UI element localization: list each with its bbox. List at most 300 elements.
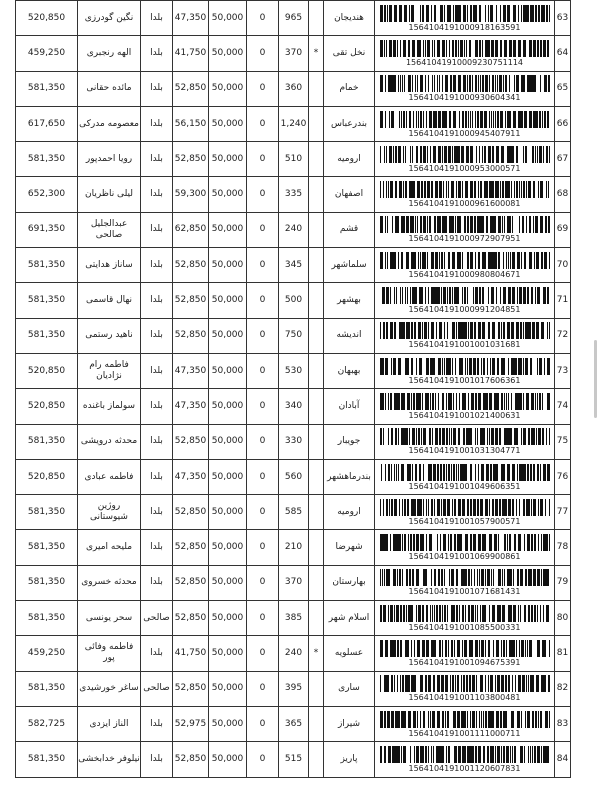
cell-total xyxy=(16,353,78,388)
barcode-bar xyxy=(488,146,491,163)
barcode-bar xyxy=(408,605,409,622)
barcode-bar xyxy=(531,605,533,622)
barcode-bar xyxy=(441,675,442,692)
barcode-bar xyxy=(537,746,539,763)
barcode-bar xyxy=(529,75,530,92)
barcode-bar xyxy=(438,464,439,481)
orders-sheet xyxy=(15,0,570,778)
barcode-bar xyxy=(505,181,508,198)
cell-row-number-text: 74 xyxy=(556,400,569,411)
cell-region-text: بلدا xyxy=(150,400,163,411)
cell-row-number-text: 71 xyxy=(556,295,569,306)
barcode-bar xyxy=(411,322,413,339)
cell-total-text: 581,350 xyxy=(27,436,66,447)
barcode-bar xyxy=(512,499,514,516)
barcode-bar xyxy=(380,746,382,763)
barcode-bar xyxy=(488,40,490,57)
barcode-bar xyxy=(492,675,493,692)
barcode-bar xyxy=(520,569,523,586)
barcode-bar xyxy=(407,464,409,481)
barcode-bar xyxy=(540,216,542,233)
barcode-bar xyxy=(507,464,510,481)
cell-zero-text: 0 xyxy=(259,189,266,200)
cell-amount xyxy=(173,389,209,424)
barcode-bar xyxy=(473,499,476,516)
cell-zero-text: 0 xyxy=(259,224,266,235)
barcode-bar xyxy=(388,675,389,692)
barcode-bar xyxy=(525,711,526,728)
cell-name-text: فاطمه رام نژادیان xyxy=(89,360,129,382)
barcode-bar xyxy=(447,711,449,728)
barcode-bar xyxy=(511,393,512,410)
table-body xyxy=(16,1,571,778)
table-row xyxy=(16,1,571,36)
cell-zero-text: 0 xyxy=(259,471,266,482)
barcode-bar xyxy=(437,181,438,198)
cell-total-text: 581,350 xyxy=(27,683,66,694)
barcode-number: 1564104191000980804671 xyxy=(408,269,521,279)
barcode-bar xyxy=(417,75,418,92)
barcode-bar xyxy=(435,393,436,410)
barcode-bar xyxy=(408,534,409,551)
cell-amount xyxy=(173,353,209,388)
cell-total xyxy=(16,248,78,283)
barcode-bar xyxy=(385,216,386,233)
cell-amount xyxy=(173,212,209,247)
barcode-bar xyxy=(393,40,394,57)
cell-barcode xyxy=(375,424,555,459)
barcode-bar xyxy=(547,464,549,481)
barcode-bar xyxy=(489,605,490,622)
barcode-bar xyxy=(422,393,423,410)
cell-row-number xyxy=(555,389,571,424)
barcode-number: 1564104191000972907951 xyxy=(408,234,521,244)
barcode-bar xyxy=(475,746,477,763)
cell-region xyxy=(141,671,173,706)
cell-name-text: ساناز هدایتی xyxy=(85,259,133,270)
barcode-bar xyxy=(396,534,399,551)
barcode-bar xyxy=(504,40,507,57)
barcode-bar xyxy=(518,534,521,551)
barcode-bars xyxy=(380,5,550,22)
barcode-bar xyxy=(485,5,486,22)
cell-name xyxy=(78,177,141,212)
cell-city xyxy=(324,106,375,141)
barcode-bar xyxy=(456,5,459,22)
barcode-bar xyxy=(468,605,470,622)
barcode-bar xyxy=(430,146,431,163)
barcode-bar xyxy=(416,428,417,445)
barcode-bar xyxy=(491,464,492,481)
barcode-bar xyxy=(436,605,438,622)
cell-total-text: 581,350 xyxy=(27,612,66,623)
barcode-bar xyxy=(426,358,429,375)
barcode-bar xyxy=(463,111,464,128)
barcode-bar xyxy=(458,464,459,481)
barcode-bar xyxy=(450,534,452,551)
barcode-bar xyxy=(397,393,400,410)
cell-row-number-text: 80 xyxy=(556,612,569,623)
barcode-bar xyxy=(433,111,435,128)
cell-qty xyxy=(279,530,309,565)
barcode-bar xyxy=(385,464,386,481)
barcode-bar xyxy=(406,605,407,622)
cell-row-number xyxy=(555,742,571,777)
barcode-bar xyxy=(503,5,506,22)
barcode-bar xyxy=(544,5,545,22)
barcode-bar xyxy=(384,711,386,728)
barcode-bar xyxy=(458,322,461,339)
barcode-bar xyxy=(431,5,432,22)
cell-region xyxy=(141,212,173,247)
cell-price xyxy=(209,671,247,706)
barcode-bar xyxy=(521,640,524,657)
cell-barcode xyxy=(375,142,555,177)
table-row xyxy=(16,706,571,741)
barcode-bar xyxy=(428,499,429,516)
barcode-bar xyxy=(410,287,411,304)
barcode-bar xyxy=(411,499,413,516)
barcode-bar xyxy=(521,393,522,410)
barcode-bar xyxy=(537,358,538,375)
barcode-bar xyxy=(464,711,466,728)
barcode-bar xyxy=(504,358,505,375)
barcode-bar xyxy=(549,146,550,163)
barcode-bar xyxy=(467,711,468,728)
barcode-bar xyxy=(539,111,541,128)
barcode-bar xyxy=(502,216,503,233)
cell-flag xyxy=(309,636,324,671)
cell-flag xyxy=(309,601,324,636)
barcode-bar xyxy=(453,75,455,92)
barcode-bar xyxy=(482,322,485,339)
barcode-bar xyxy=(462,393,463,410)
barcode-bar xyxy=(428,393,429,410)
barcode-bar xyxy=(529,640,531,657)
barcode-bar xyxy=(385,675,388,692)
barcode-bar xyxy=(422,322,423,339)
cell-qty-text: 515 xyxy=(284,753,303,764)
barcode-bar xyxy=(417,711,418,728)
barcode-bars xyxy=(380,40,550,57)
barcode-bar xyxy=(541,322,544,339)
barcode-bar xyxy=(494,252,497,269)
barcode-bar xyxy=(502,464,505,481)
barcode-bar xyxy=(458,216,460,233)
barcode-bar xyxy=(540,464,541,481)
cell-price xyxy=(209,459,247,494)
cell-row-number xyxy=(555,248,571,283)
barcode-bar xyxy=(386,322,388,339)
barcode-bar xyxy=(448,146,451,163)
barcode-bar xyxy=(412,181,415,198)
barcode-bar xyxy=(390,181,393,198)
barcode-bar xyxy=(414,746,415,763)
table-row xyxy=(16,530,571,565)
barcode-bar xyxy=(432,711,435,728)
barcode-bar xyxy=(418,322,421,339)
cell-row-number-text: 67 xyxy=(556,153,569,164)
barcode-bar xyxy=(391,499,393,516)
barcode-bar xyxy=(534,746,535,763)
cell-name-text: محدثه درویشی xyxy=(80,436,138,447)
barcode-bar xyxy=(392,746,395,763)
barcode-bar xyxy=(438,146,441,163)
barcode-bar xyxy=(529,216,531,233)
barcode-bar xyxy=(469,40,470,57)
barcode-bar xyxy=(523,499,525,516)
cell-name-text: عبدالجلیل صالحی xyxy=(90,218,128,240)
cell-price-text: 50,000 xyxy=(211,259,244,270)
cell-total-text: 581,350 xyxy=(27,330,66,341)
barcode-bar xyxy=(526,181,527,198)
barcode-bar xyxy=(435,428,438,445)
cell-city xyxy=(324,1,375,36)
barcode-bar xyxy=(488,640,490,657)
barcode-bar xyxy=(380,534,382,551)
barcode-bar xyxy=(415,322,416,339)
barcode xyxy=(375,181,554,208)
barcode-bar xyxy=(396,464,397,481)
barcode-bar xyxy=(490,358,491,375)
barcode-bar xyxy=(465,111,467,128)
barcode-bar xyxy=(477,358,479,375)
barcode-bar xyxy=(459,605,460,622)
cell-name xyxy=(78,565,141,600)
barcode-bar xyxy=(390,287,391,304)
barcode-bar xyxy=(527,287,529,304)
cell-qty-text: 240 xyxy=(284,224,303,235)
cell-city xyxy=(324,706,375,741)
scrollbar[interactable] xyxy=(594,340,597,418)
barcode-bar xyxy=(546,428,547,445)
cell-barcode xyxy=(375,495,555,530)
barcode-bar xyxy=(458,499,461,516)
cell-zero xyxy=(247,36,279,71)
barcode-bar xyxy=(538,428,539,445)
barcode-bar xyxy=(426,111,427,128)
barcode-bar xyxy=(383,181,384,198)
cell-qty-text: 585 xyxy=(284,506,303,517)
barcode-bar xyxy=(405,181,407,198)
cell-region xyxy=(141,283,173,318)
barcode-bar xyxy=(417,40,419,57)
cell-qty xyxy=(279,318,309,353)
barcode-bar xyxy=(413,675,416,692)
barcode-bars xyxy=(380,111,550,128)
barcode-bar xyxy=(447,287,448,304)
barcode-bar xyxy=(390,146,392,163)
cell-name xyxy=(78,353,141,388)
cell-region-text: بلدا xyxy=(150,471,163,482)
barcode-bar xyxy=(449,111,451,128)
barcode-bar xyxy=(416,146,418,163)
barcode-bar xyxy=(405,287,406,304)
barcode-bar xyxy=(419,499,422,516)
cell-region-text: بلدا xyxy=(150,365,163,376)
barcode-bar xyxy=(496,5,497,22)
barcode-bars xyxy=(380,146,550,163)
barcode-bar xyxy=(400,40,401,57)
orders-table xyxy=(15,0,571,778)
barcode-bar xyxy=(395,746,396,763)
barcode-bar xyxy=(443,534,446,551)
cell-city-text: اصفهان xyxy=(334,189,364,200)
barcode-bar xyxy=(547,40,549,57)
barcode-bar xyxy=(391,428,393,445)
barcode-bar xyxy=(433,464,436,481)
cell-amount xyxy=(173,106,209,141)
barcode-bar xyxy=(487,216,488,233)
barcode-bar xyxy=(510,569,512,586)
cell-qty-text: 530 xyxy=(284,365,303,376)
cell-flag xyxy=(309,353,324,388)
barcode-bar xyxy=(502,499,504,516)
barcode-bar xyxy=(444,111,447,128)
cell-barcode xyxy=(375,177,555,212)
cell-city-text: هندیجان xyxy=(334,12,364,23)
barcode-bar xyxy=(429,111,432,128)
barcode-bar xyxy=(472,146,473,163)
barcode-bar xyxy=(532,322,534,339)
barcode-bar xyxy=(478,75,479,92)
barcode-bar xyxy=(549,499,550,516)
cell-qty xyxy=(279,248,309,283)
barcode-bar xyxy=(490,746,492,763)
barcode-bar xyxy=(437,534,438,551)
cell-region xyxy=(141,601,173,636)
barcode-bar xyxy=(490,675,492,692)
cell-region-text: صالحی xyxy=(143,612,170,623)
barcode-bar xyxy=(501,146,504,163)
cell-total-text: 581,350 xyxy=(27,259,66,270)
barcode-bar xyxy=(382,287,385,304)
barcode-bar xyxy=(464,464,467,481)
barcode-bar xyxy=(425,40,426,57)
barcode-bar xyxy=(526,499,529,516)
barcode-bars xyxy=(380,181,550,198)
barcode-bar xyxy=(503,252,504,269)
barcode-bar xyxy=(527,711,530,728)
barcode-bar xyxy=(395,428,397,445)
barcode-bar xyxy=(410,746,411,763)
barcode-bar xyxy=(512,216,513,233)
barcode-bar xyxy=(394,499,397,516)
barcode-bar xyxy=(406,111,407,128)
cell-qty-text: 750 xyxy=(284,330,303,341)
cell-qty-text: 330 xyxy=(284,436,303,447)
cell-amount-text: 47,350 xyxy=(174,400,207,411)
barcode-bar xyxy=(411,5,412,22)
barcode-bar xyxy=(462,499,465,516)
table-row xyxy=(16,318,571,353)
barcode-bar xyxy=(420,675,423,692)
barcode-bar xyxy=(529,40,532,57)
barcode-bar xyxy=(546,5,548,22)
barcode-bar xyxy=(458,534,461,551)
barcode-bar xyxy=(523,181,525,198)
barcode-bar xyxy=(492,746,494,763)
barcode-bar xyxy=(517,428,518,445)
barcode-bar xyxy=(394,287,395,304)
barcode-bar xyxy=(491,711,494,728)
barcode-bar xyxy=(426,499,427,516)
barcode-bar xyxy=(480,75,481,92)
barcode-bar xyxy=(530,746,531,763)
barcode-bar xyxy=(442,393,444,410)
cell-city xyxy=(324,636,375,671)
barcode-bar xyxy=(526,393,529,410)
cell-qty xyxy=(279,353,309,388)
barcode-bar xyxy=(401,5,402,22)
barcode-number: 1564104191001111000711 xyxy=(408,728,521,738)
cell-city xyxy=(324,601,375,636)
barcode-bar xyxy=(388,746,391,763)
barcode-bar xyxy=(395,216,397,233)
cell-row-number-text: 81 xyxy=(556,647,569,658)
barcode-bar xyxy=(453,464,454,481)
cell-zero-text: 0 xyxy=(259,506,266,517)
cell-name-text: ناهید رستمی xyxy=(85,330,133,341)
barcode-bar xyxy=(467,216,469,233)
barcode-bar xyxy=(439,252,440,269)
barcode-bar xyxy=(418,605,419,622)
barcode-bar xyxy=(546,534,548,551)
barcode-bar xyxy=(420,146,422,163)
barcode-bar xyxy=(390,252,393,269)
cell-total xyxy=(16,706,78,741)
barcode-bar xyxy=(513,40,516,57)
barcode-bar xyxy=(418,181,420,198)
barcode-bar xyxy=(457,146,460,163)
barcode-bar xyxy=(497,358,499,375)
cell-flag xyxy=(309,283,324,318)
barcode-bar xyxy=(510,216,511,233)
cell-name xyxy=(78,248,141,283)
barcode-bar xyxy=(389,40,392,57)
cell-city xyxy=(324,530,375,565)
cell-zero xyxy=(247,142,279,177)
barcode-bar xyxy=(491,428,494,445)
barcode-bar xyxy=(405,428,408,445)
barcode-bar xyxy=(429,216,431,233)
barcode-bar xyxy=(514,75,515,92)
barcode-bar xyxy=(394,605,395,622)
barcode-bar xyxy=(512,675,513,692)
barcode-bar xyxy=(492,75,494,92)
barcode-bar xyxy=(435,569,436,586)
cell-name xyxy=(78,636,141,671)
barcode-bar xyxy=(425,75,426,92)
barcode-bar xyxy=(413,534,415,551)
barcode-bar xyxy=(541,711,542,728)
barcode-bar xyxy=(495,428,498,445)
cell-total-text: 581,350 xyxy=(27,153,66,164)
barcode-bar xyxy=(498,322,500,339)
cell-barcode xyxy=(375,389,555,424)
barcode-number: 1564104191001049606351 xyxy=(408,481,521,491)
barcode xyxy=(375,146,554,173)
barcode-bar xyxy=(470,5,472,22)
barcode-bar xyxy=(409,111,411,128)
barcode-bar xyxy=(511,181,512,198)
barcode-bar xyxy=(516,322,519,339)
barcode-bar xyxy=(435,111,437,128)
barcode-bar xyxy=(437,499,440,516)
barcode-bar xyxy=(505,675,507,692)
barcode-bar xyxy=(536,252,538,269)
barcode-bar xyxy=(488,711,491,728)
